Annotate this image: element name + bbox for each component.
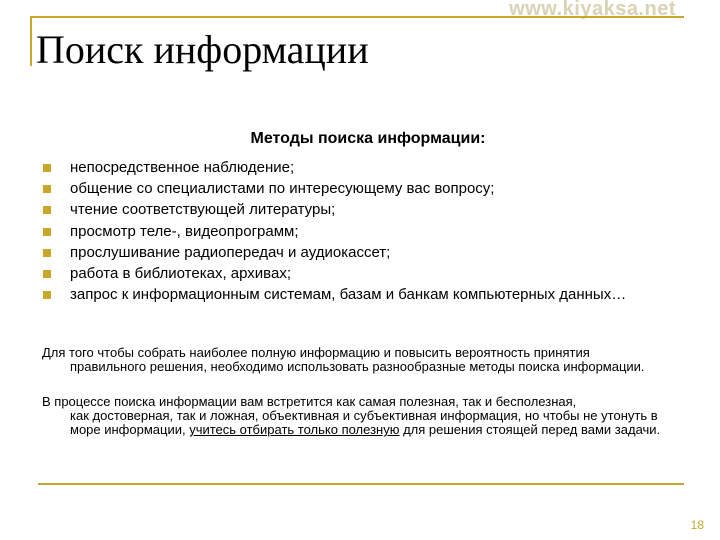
list-item-text: прослушивание радиопередач и аудиокассет; (70, 243, 391, 261)
paragraph-line: В процессе поиска информации вам встретится как самая полезная, так и бесполезная, (42, 394, 577, 409)
square-bullet-icon (43, 206, 51, 214)
title-frame-top (30, 16, 684, 18)
list-item (42, 157, 682, 178)
list-item (42, 242, 682, 263)
square-bullet-icon (43, 249, 51, 257)
slide-title: Поиск информации (36, 27, 369, 72)
square-bullet-icon (43, 185, 51, 193)
paragraph-continuation (42, 409, 682, 437)
list-item-text: работа в библиотеках, архивах; (70, 265, 291, 283)
paragraph-advice (42, 395, 682, 437)
paragraph-line: Для того чтобы собрать наиболее полную информацию и повысить вероятность принятия (42, 345, 590, 360)
section-heading: Методы поиска информации: (250, 130, 486, 147)
list-item-text: общение со специалистами по интересующему вас вопросу; (70, 180, 495, 198)
list-item (42, 284, 682, 305)
list-item (42, 199, 682, 220)
watermark: www.kiyaksa.net (509, 0, 676, 20)
list-item-text: чтение соответствующей литературы; (70, 201, 336, 219)
square-bullet-icon (43, 291, 51, 299)
list-item (42, 263, 682, 284)
title-frame-left (30, 16, 32, 66)
square-bullet-icon (43, 270, 51, 278)
paragraph-text: для решения стоящей перед вами задачи. (399, 422, 661, 437)
square-bullet-icon (43, 164, 51, 172)
footer-divider (38, 483, 684, 485)
paragraph-continuation: правильного решения, необходимо использовать разнообразные методы поиска информации. (70, 359, 645, 374)
square-bullet-icon (43, 228, 51, 236)
list-item-text: непосредственное наблюдение; (70, 159, 295, 176)
paragraph-text: как достоверная, так и ложная, объективная и субъективная информация, но чтобы не утонуть в море информации, (70, 408, 658, 437)
list-item-text: запрос к информационным системам, базам и банкам компьютерных данных… (70, 286, 627, 304)
list-item-text: просмотр теле-, видеопрограмм; (70, 222, 299, 240)
page-number: 18 (690, 518, 704, 532)
methods-list (42, 157, 682, 305)
list-item (42, 221, 682, 242)
list-item (42, 178, 682, 199)
paragraph-methods (42, 346, 682, 374)
underlined-advice: учитесь отбирать только полезную (189, 422, 400, 437)
